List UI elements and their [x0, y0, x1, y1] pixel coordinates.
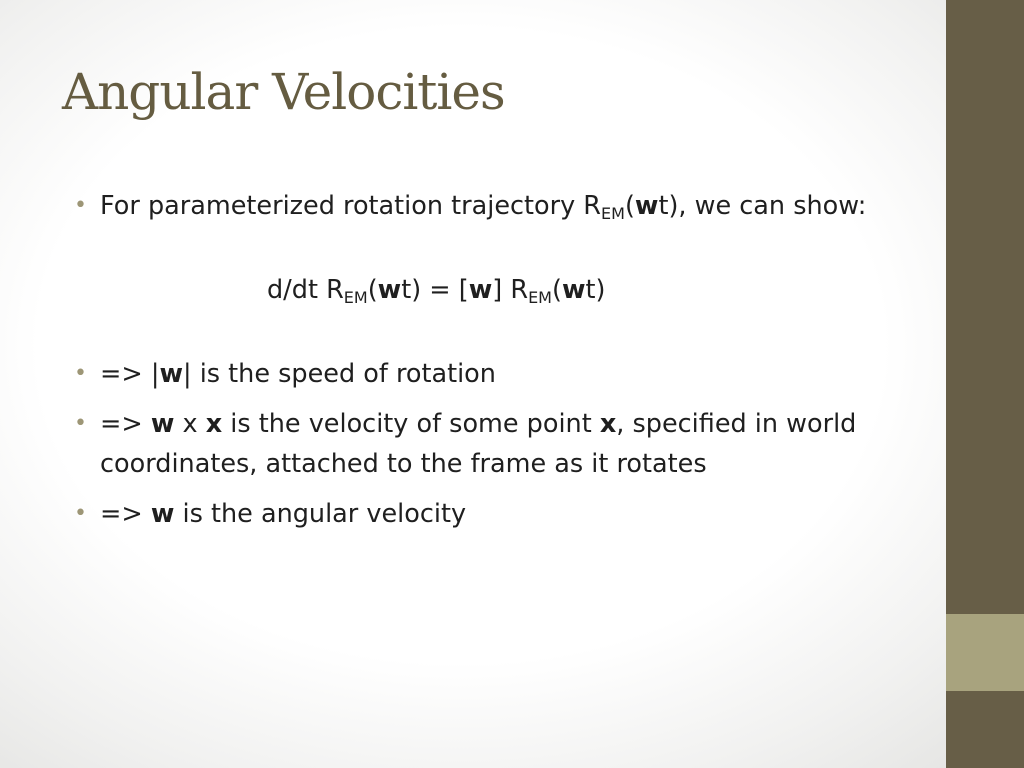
text-run: =>: [100, 409, 151, 439]
subscript: EM: [343, 288, 368, 307]
text-run: (: [551, 275, 562, 305]
bullet-speed: [74, 354, 914, 394]
bullet-trajectory: [74, 186, 914, 226]
bullet-marker: •: [74, 501, 87, 526]
bullet-velocity-point: [74, 404, 914, 484]
text-run: (: [624, 191, 635, 221]
sidebar-accent-block: [946, 614, 1024, 691]
bold-symbol: w: [634, 191, 659, 221]
bold-symbol: w: [561, 275, 586, 305]
text-run: For parameterized rotation trajectory R: [100, 191, 602, 221]
bold-symbol: x: [599, 409, 617, 439]
bold-symbol: w: [150, 409, 175, 439]
text-run: x: [174, 409, 206, 439]
text-run: | is the speed of rotation: [183, 359, 496, 389]
bold-symbol: w: [377, 275, 402, 305]
bold-symbol: w: [159, 359, 183, 389]
bullet-marker: •: [74, 361, 87, 386]
text-run: ] R: [492, 275, 529, 305]
text-run: t) = [: [401, 275, 469, 305]
bullet-marker: •: [74, 411, 87, 436]
text-run: , specified in world coordinates, attached to the frame as it rotates: [100, 409, 857, 479]
bullet-marker: •: [74, 193, 87, 218]
bold-symbol: x: [205, 409, 223, 439]
subscript: EM: [528, 288, 552, 307]
subscript: EM: [601, 204, 625, 223]
text-run: =>: [100, 499, 151, 529]
bold-symbol: w: [468, 275, 493, 305]
text-run: => |: [100, 359, 160, 389]
bold-symbol: w: [150, 499, 175, 529]
text-run: is the angular velocity: [174, 499, 467, 529]
text-run: t): [585, 275, 606, 305]
slide-content: [74, 186, 914, 534]
text-run: d/dt R: [267, 275, 344, 305]
text-run: (: [367, 275, 378, 305]
text-run: is the velocity of some point: [222, 409, 600, 439]
equation-line: [74, 270, 914, 310]
text-run: t), we can show:: [658, 191, 867, 221]
bullet-angular-velocity: [74, 494, 914, 534]
slide-title: Angular Velocities: [62, 63, 505, 121]
